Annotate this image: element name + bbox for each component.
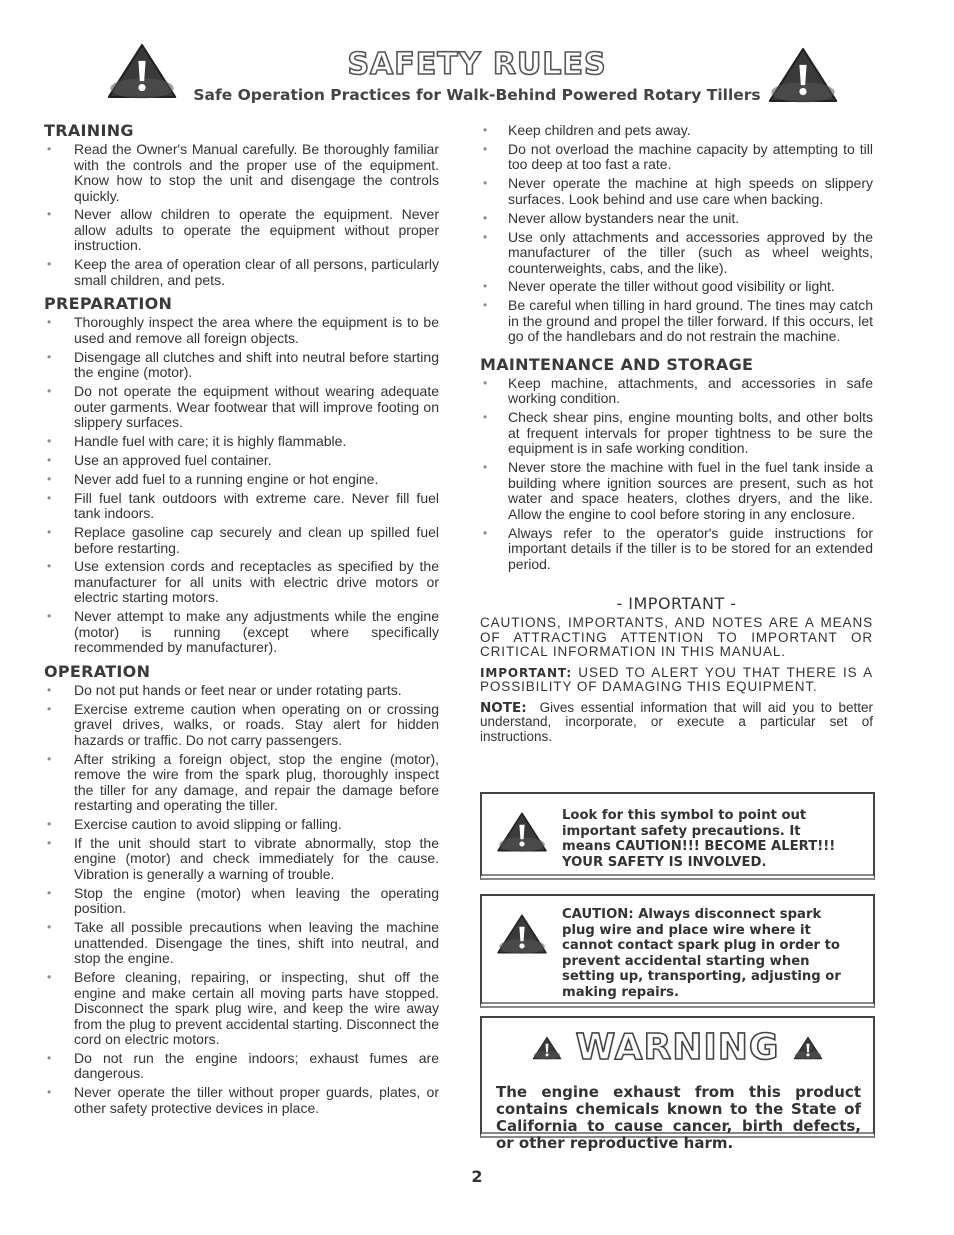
warning-triangle-icon xyxy=(496,806,548,858)
important-text: USED TO ALERT YOU THAT THERE IS A POSSIBILITY OF DAMAGING THIS EQUIPMENT. xyxy=(480,664,873,695)
important-heading: - IMPORTANT - xyxy=(616,594,737,614)
list-item: • If the unit should start to vibrate abnormally, stop the engine (motor) and check immediately for the cause. Vibration is generally a warning of trouble. xyxy=(44,836,439,883)
training-list xyxy=(44,142,439,288)
operation-list xyxy=(44,683,439,1117)
list-item: • Exercise caution to avoid slipping or falling. xyxy=(44,817,439,833)
list-item: • Never attempt to make any adjustments while the engine (motor) is running (except where specifically recommended by manufacturer). xyxy=(44,609,439,656)
right-column xyxy=(480,123,873,750)
list-item: • Use extension cords and receptacles as specified by the manufacturer for all units with electric drive motors or electric starting motors. xyxy=(44,559,439,606)
list-item: • Keep the area of operation clear of all persons, particularly small children, and pets. xyxy=(44,257,439,288)
important-definition xyxy=(480,666,873,695)
list-item: • Use only attachments and accessories approved by the manufacturer of the tiller (such as wheel weights, counterweights, cabs, and the like). xyxy=(480,230,873,277)
preparation-heading: PREPARATION xyxy=(44,294,173,314)
preparation-list xyxy=(44,315,439,656)
list-item: • Never allow children to operate the equipment. Never allow adults to operate the equipment without proper instruction. xyxy=(44,207,439,254)
list-item: • Fill fuel tank outdoors with extreme care. Never fill fuel tank indoors. xyxy=(44,491,439,522)
list-item: • Use an approved fuel container. xyxy=(44,453,439,469)
list-item: • Disengage all clutches and shift into neutral before starting the engine (motor). xyxy=(44,350,439,381)
important-label: IMPORTANT: xyxy=(480,665,573,680)
list-item: • Read the Owner's Manual carefully. Be thoroughly familiar with the controls and the proper use of the equipment. Know how to stop the unit and disengage the controls quickly. xyxy=(44,142,439,204)
training-heading: TRAINING xyxy=(44,121,134,140)
warning-triangle-icon xyxy=(532,1035,562,1061)
list-item: • After striking a foreign object, stop the engine (motor), remove the wire from the spark plug, thoroughly inspect the tiller for any damage, and repair the damage before restarting and operating the tiller. xyxy=(44,752,439,814)
warning-box xyxy=(480,1016,875,1152)
list-item: • Never add fuel to a running engine or hot engine. xyxy=(44,472,439,488)
list-item: • Do not operate the equipment without wearing adequate outer garments. Wear footwear that will improve footing on slippery surfaces. xyxy=(44,384,439,431)
list-item: • Do not overload the machine capacity by attempting to till too deep at too fast a rate. xyxy=(480,142,873,173)
list-item: • Exercise extreme caution when operating on or crossing gravel drives, walks, or roads. Stay alert for hidden hazards or traffic. Do not carry passengers. xyxy=(44,702,439,749)
list-item: • Stop the engine (motor) when leaving the operating position. xyxy=(44,886,439,917)
caution-text: CAUTION: Always disconnect spark plug wire and place wire where it cannot contact spark plug in order to prevent accidental starting when setting up, transporting, adjusting or making repairs. xyxy=(562,907,841,1000)
maintenance-heading: MAINTENANCE AND STORAGE xyxy=(480,354,754,374)
list-item: • Never operate the tiller without good visibility or light. xyxy=(480,279,873,295)
list-item: • Before cleaning, repairing, or inspecting, shut off the engine and make certain all moving parts have stopped. Disconnect the spark plug wire, and keep the wire away from the plug to prevent accidental starting. Disconnect the cord on electric motors. xyxy=(44,970,439,1048)
warning-text: The engine exhaust from this product contains chemicals known to the State of California to cause cancer, birth defects, or other reproductive harm. xyxy=(496,1083,861,1152)
list-item: • Keep children and pets away. xyxy=(480,123,873,139)
page-title: SAFETY RULES xyxy=(347,47,607,82)
operation-heading: OPERATION xyxy=(44,661,151,681)
list-item: • Check shear pins, engine mounting bolts, and other bolts at frequent intervals for proper tightness to be sure the equipment is in safe working condition. xyxy=(480,410,873,457)
note-text: Gives essential information that will aid you to better understand, incorporate, or execute a particular set of instructions. xyxy=(480,699,873,744)
warning-triangle-icon xyxy=(496,908,548,960)
list-item: • Take all possible precautions when leaving the machine unattended. Disengage the tines, shift into neutral, and stop the engine. xyxy=(44,920,439,967)
page-subtitle: Safe Operation Practices for Walk-Behind Powered Rotary Tillers xyxy=(193,86,761,104)
maintenance-list xyxy=(480,376,873,572)
warning-triangle-icon xyxy=(793,1035,823,1061)
warning-title-text: WARNING xyxy=(575,1027,780,1068)
safety-symbol-text: Look for this symbol to point out important safety precautions. It means CAUTION!!! BECOME ALERT!!! YOUR SAFETY IS INVOLVED. xyxy=(562,808,836,870)
list-item: • Be careful when tilling in hard ground. The tines may catch in the ground and propel the tiller forward. If this occurs, let go of the handlebars and do not restrain the machine. xyxy=(480,298,873,345)
list-item: • Handle fuel with care; it is highly flammable. xyxy=(44,434,439,450)
list-item: • Keep machine, attachments, and accessories in safe working condition. xyxy=(480,376,873,407)
operation-continued-list xyxy=(480,123,873,345)
list-item: • Do not put hands or feet near or under rotating parts. xyxy=(44,683,439,699)
list-item: • Do not run the engine indoors; exhaust fumes are dangerous. xyxy=(44,1051,439,1082)
list-item: • Never operate the tiller without proper guards, plates, or other safety protective devices in place. xyxy=(44,1085,439,1116)
list-item: • Always refer to the operator's guide instructions for important details if the tiller is to be stored for an extended period. xyxy=(480,526,873,573)
list-item: • Replace gasoline cap securely and clean up spilled fuel before restarting. xyxy=(44,525,439,556)
list-item: • Never store the machine with fuel in the fuel tank inside a building where ignition sources are present, such as hot water and space heaters, clothes dryers, and the like. Allow the engine to cool before storing in any enclosure. xyxy=(480,460,873,522)
note-label: NOTE: xyxy=(480,699,527,716)
list-item: • Thoroughly inspect the area where the equipment is to be used and remove all foreign objects. xyxy=(44,315,439,346)
list-item: • Never allow bystanders near the unit. xyxy=(480,211,873,227)
page-number: 2 xyxy=(471,1167,483,1186)
note-definition xyxy=(480,701,873,745)
caution-box xyxy=(480,894,875,1008)
important-intro: CAUTIONS, IMPORTANTS, AND NOTES ARE A MEANS OF ATTRACTING ATTENTION TO IMPORTANT OR CRITICAL INFORMATION IN THIS MANUAL. xyxy=(480,615,873,660)
warning-title xyxy=(482,1028,873,1068)
list-item: • Never operate the machine at high speeds on slippery surfaces. Look behind and use care when backing. xyxy=(480,176,873,207)
left-column xyxy=(44,121,439,1120)
safety-symbol-box xyxy=(480,792,875,880)
